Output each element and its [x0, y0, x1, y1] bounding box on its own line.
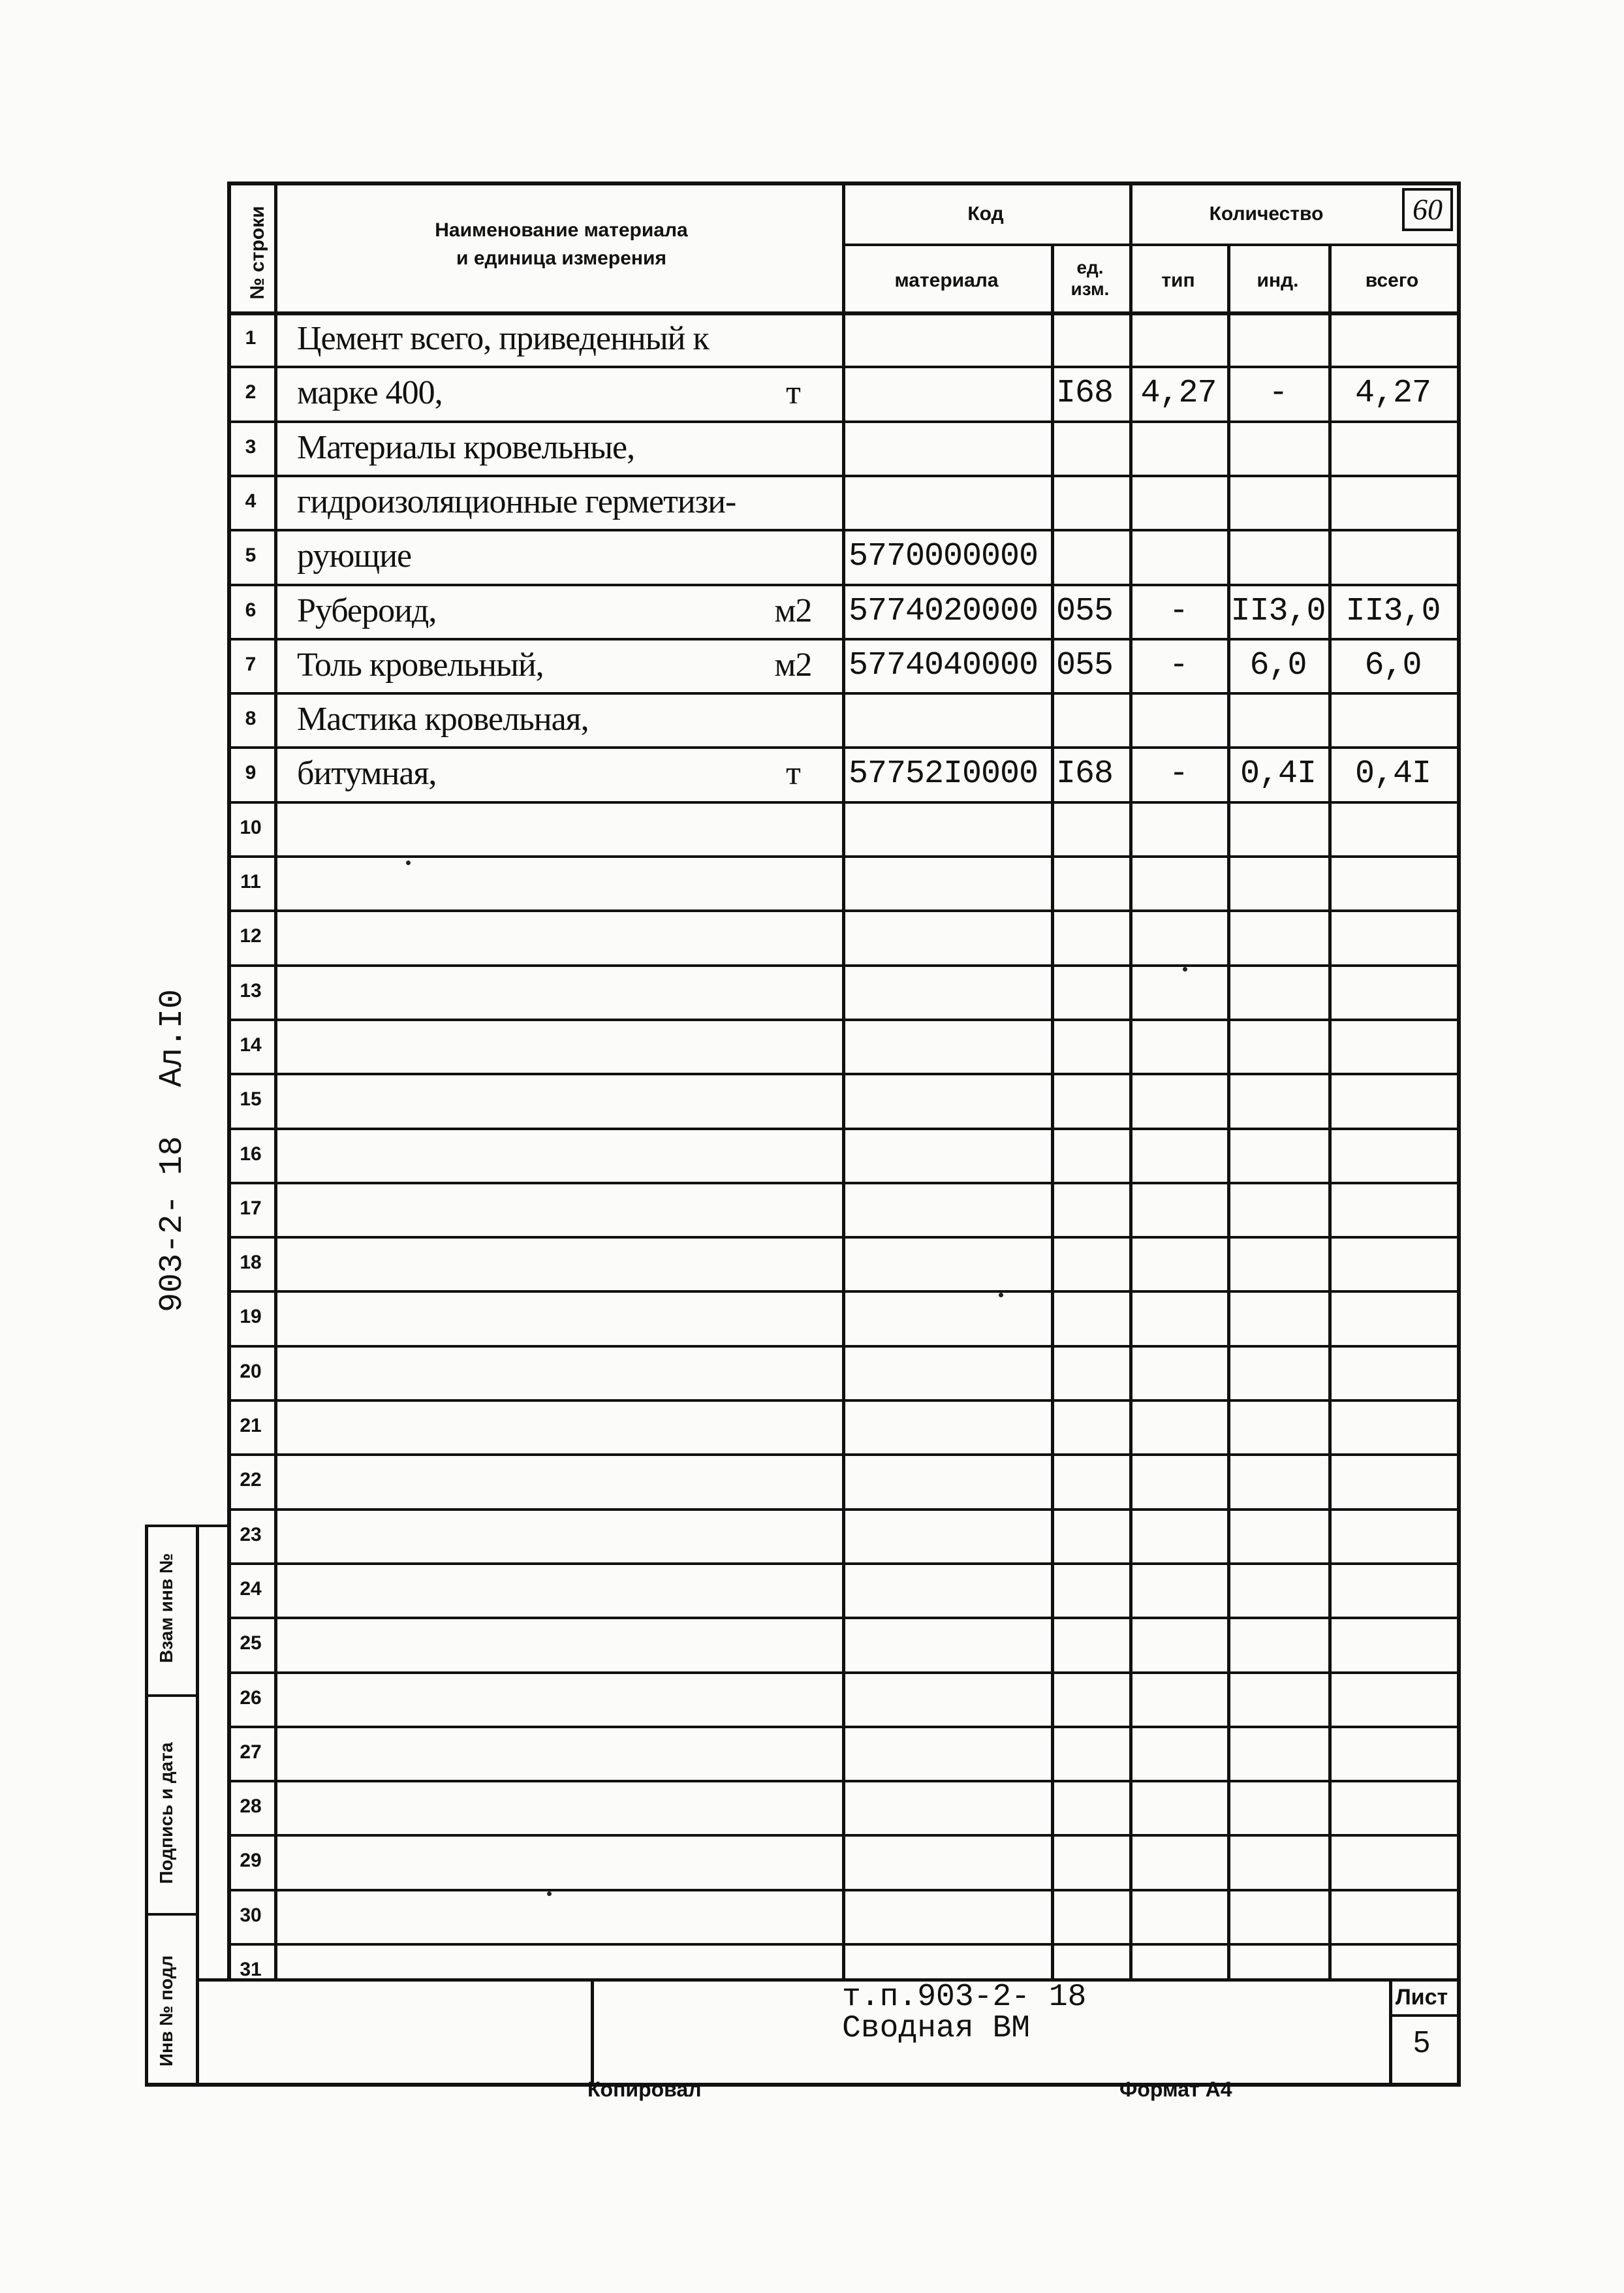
row-line — [227, 1671, 1457, 1674]
col-line — [1328, 244, 1332, 1978]
unit-code: 055 — [1056, 592, 1114, 630]
table-right-border — [1457, 182, 1461, 2085]
unit-code: I68 — [1056, 375, 1114, 413]
sheet-index-box: 60 — [1402, 188, 1453, 231]
row-line — [227, 475, 1457, 477]
row-line — [227, 1236, 1457, 1239]
stamp-original-inv: Инв № подл — [156, 1955, 176, 2067]
row-number: 30 — [240, 1904, 262, 1926]
row-number: 1 — [245, 327, 257, 349]
row-number: 19 — [240, 1306, 262, 1328]
row-number: 11 — [240, 871, 261, 893]
qty-ind: - — [1268, 375, 1288, 413]
row-number: 22 — [240, 1469, 262, 1491]
row-number: 9 — [245, 762, 257, 784]
row-number: 23 — [240, 1523, 262, 1545]
row-line — [227, 855, 1457, 858]
material-name: Мастика кровельная, — [297, 701, 589, 738]
unit-name: т — [786, 374, 800, 412]
row-line — [227, 584, 1457, 586]
row-line — [227, 1073, 1457, 1075]
qty-total: 6,0 — [1364, 646, 1422, 684]
footer-copied: Копировал — [587, 2078, 702, 2101]
row-number: 25 — [240, 1632, 262, 1654]
qty-total: II3,0 — [1345, 592, 1441, 630]
header-name-line2: и единица измерения — [456, 247, 666, 269]
header-code: Код — [967, 203, 1004, 225]
material-code: 5770000000 — [849, 538, 1038, 576]
header-material: материала — [894, 270, 999, 291]
footer-format: Формат А4 — [1119, 2078, 1232, 2101]
row-number: 24 — [240, 1577, 262, 1600]
row-line — [227, 1399, 1457, 1402]
row-line — [227, 964, 1457, 967]
material-name: битумная, — [297, 755, 437, 793]
row-number: 16 — [240, 1143, 262, 1165]
row-line — [227, 1128, 1457, 1130]
row-line — [227, 1019, 1457, 1021]
header-row-no: № строки — [247, 206, 268, 300]
qty-ind: 6,0 — [1249, 646, 1307, 684]
title-block-divider — [591, 1978, 594, 2083]
row-line — [227, 1508, 1457, 1511]
row-number: 26 — [240, 1686, 262, 1709]
row-line — [227, 1834, 1457, 1837]
stamp-signature-date: Подпись и дата — [156, 1742, 176, 1884]
header-unit-line2: изм. — [1070, 279, 1110, 299]
material-name: гидроизоляционные герметизи- — [297, 482, 736, 520]
row-number: 28 — [240, 1795, 262, 1818]
row-line — [227, 420, 1457, 423]
scan-speck — [999, 1293, 1003, 1297]
qty-type: - — [1168, 646, 1188, 684]
header-total: всего — [1365, 270, 1419, 291]
qty-type: - — [1168, 592, 1188, 630]
row-number: 14 — [240, 1034, 262, 1056]
material-name: Материалы кровельные, — [297, 428, 635, 466]
unit-name: м2 — [774, 592, 812, 629]
qty-total: 4,27 — [1354, 375, 1431, 413]
header-unit-line1: ед. — [1076, 257, 1104, 277]
row-line — [227, 746, 1457, 749]
sheet-box-line — [1389, 2014, 1457, 2017]
material-name: Цемент всего, приведенный к — [297, 320, 709, 357]
row-number: 29 — [240, 1850, 262, 1872]
title-name: Сводная ВМ — [842, 2011, 1031, 2046]
stamp-divider — [145, 1913, 197, 1916]
scan-speck — [406, 861, 411, 865]
row-line — [227, 909, 1457, 912]
header-type: тип — [1161, 270, 1195, 291]
header-quantity: Количество — [1209, 203, 1324, 225]
material-code: 5774040000 — [849, 646, 1038, 684]
row-number: 31 — [240, 1959, 262, 1980]
col-line — [1129, 182, 1132, 1978]
row-line — [227, 1290, 1457, 1293]
qty-total: 0,4I — [1354, 755, 1431, 793]
row-number: 2 — [245, 381, 257, 403]
stamp-outer-line — [145, 1525, 148, 2083]
header-mid-line — [842, 244, 1457, 246]
row-line — [227, 1617, 1457, 1619]
material-code: 5774020000 — [849, 592, 1038, 630]
row-number: 10 — [240, 816, 262, 838]
qty-ind: II3,0 — [1230, 592, 1326, 630]
row-line — [227, 1182, 1457, 1184]
row-line — [227, 1453, 1457, 1456]
row-number: 6 — [245, 599, 257, 621]
material-code: 57752I0000 — [849, 755, 1038, 793]
row-line — [227, 1345, 1457, 1348]
row-number: 4 — [245, 490, 257, 512]
row-line — [227, 1889, 1457, 1891]
row-line — [227, 1780, 1457, 1782]
row-number: 7 — [245, 653, 257, 675]
row-number: 20 — [240, 1360, 262, 1382]
row-number: 8 — [245, 708, 257, 730]
col-line — [274, 182, 277, 1978]
unit-code: I68 — [1056, 755, 1114, 793]
title-designation: т.п.903-2- 18 — [842, 1980, 1087, 2015]
unit-name: т — [786, 755, 800, 793]
row-number: 27 — [240, 1741, 262, 1763]
title-block-bottom — [145, 2083, 1461, 2087]
stamp-replaces-inv: Взам инв № — [156, 1553, 176, 1664]
material-name: Рубероид, — [297, 592, 437, 629]
sheet-number: 5 — [1413, 2025, 1430, 2059]
row-number: 17 — [240, 1197, 262, 1219]
header-ind: инд. — [1257, 270, 1299, 291]
row-number: 3 — [245, 435, 257, 458]
material-name: рующие — [297, 537, 412, 575]
row-number: 18 — [240, 1252, 262, 1274]
header-name-line1: Наименование материала — [435, 219, 688, 241]
col-line — [1051, 244, 1054, 1978]
unit-name: м2 — [774, 646, 812, 684]
col-line — [1227, 244, 1230, 1978]
row-line — [227, 1726, 1457, 1728]
row-line — [227, 692, 1457, 695]
row-number: 13 — [240, 979, 262, 1002]
material-name: Толь кровельный, — [297, 646, 544, 684]
album-vertical: Ал.I0 — [154, 988, 191, 1088]
row-number: 5 — [245, 545, 257, 567]
qty-ind: 0,4I — [1240, 755, 1317, 793]
row-number: 15 — [240, 1088, 262, 1111]
row-number: 12 — [240, 925, 262, 947]
title-block-top — [196, 1978, 1460, 1982]
qty-type: - — [1168, 755, 1188, 793]
scan-speck — [547, 1891, 552, 1896]
row-line — [227, 638, 1457, 640]
row-number: 21 — [240, 1415, 262, 1436]
row-line — [227, 1943, 1457, 1946]
row-line — [227, 801, 1457, 804]
row-line — [227, 529, 1457, 531]
doc-code-vertical: 903-2- 18 — [154, 1135, 191, 1313]
row-line — [227, 366, 1457, 368]
scan-speck — [1183, 967, 1187, 972]
stamp-inner-line — [196, 1525, 199, 2083]
material-name: марке 400, — [297, 374, 443, 412]
sheet-label: Лист — [1395, 1985, 1448, 2010]
stamp-divider — [145, 1694, 197, 1697]
row-line — [227, 1562, 1457, 1565]
qty-type: 4,27 — [1140, 375, 1217, 413]
col-line — [842, 182, 845, 1978]
unit-code: 055 — [1056, 646, 1114, 684]
